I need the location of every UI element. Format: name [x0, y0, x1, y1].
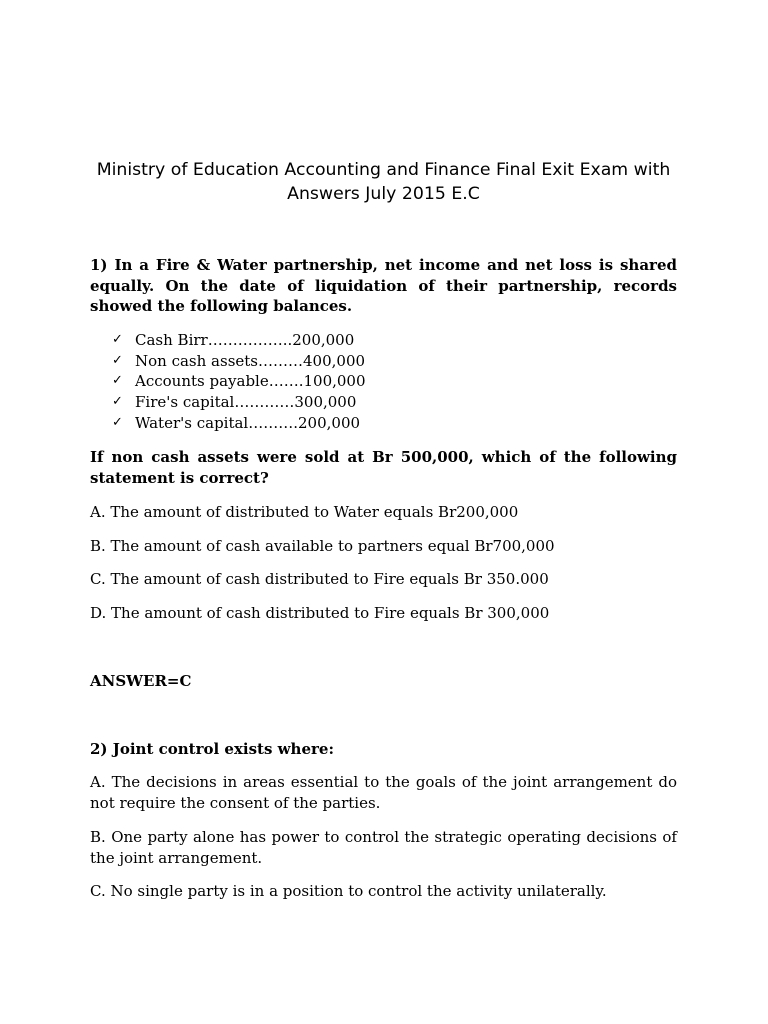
question-1-stem: 1) In a Fire & Water partnership, net income and net loss is shared equally. On the date of liquidation of their partnership, records showed the following balances.: [90, 256, 677, 316]
balances-list: [110, 330, 366, 433]
list-item: [110, 392, 366, 413]
question-2-option-a: A. The decisions in areas essential to the goals of the joint arrangement do not require the consent of the parties.: [90, 773, 677, 812]
checkmark-icon: ✓: [112, 373, 123, 389]
checkmark-icon: ✓: [112, 332, 123, 347]
balance-non-cash-assets: Non cash assets………400,000: [135, 351, 366, 370]
question-2-stem: 2) Joint control exists where:: [90, 740, 334, 758]
checkmark-icon: ✓: [112, 394, 123, 410]
question-2-option-b: B. One party alone has power to control the strategic operating decisions of the joint arrangement.: [90, 828, 677, 867]
balance-fire-capital: Fire's capital…………300,000: [135, 393, 357, 412]
list-item: [110, 413, 366, 434]
question-1-option-d: D. The amount of cash distributed to Fire equals Br 300,000: [90, 604, 550, 622]
list-item: [110, 371, 366, 392]
balance-cash: Cash Birr……………..200,000: [135, 331, 355, 349]
list-item: [110, 330, 366, 351]
document-title: Ministry of Education Accounting and Finance Final Exit Exam with Answers July 2015 E.C: [96, 160, 671, 204]
question-2-option-c: C. No single party is in a position to control the activity unilaterally.: [90, 882, 607, 900]
balance-water-capital: Water's capital……….200,000: [135, 413, 361, 432]
question-1-option-b: B. The amount of cash available to partners equal Br700,000: [90, 537, 555, 555]
question-1-option-a: A. The amount of distributed to Water equals Br200,000: [90, 503, 519, 521]
balance-accounts-payable: Accounts payable…….100,000: [135, 372, 366, 391]
checkmark-icon: ✓: [112, 352, 123, 368]
question-1-option-c: C. The amount of cash distributed to Fire equals Br 350.000: [90, 570, 549, 588]
question-1-answer: ANSWER=C: [90, 672, 192, 690]
checkmark-icon: ✓: [112, 414, 123, 430]
question-1-prompt: If non cash assets were sold at Br 500,000, which of the following statement is correct?: [90, 448, 677, 487]
list-item: [110, 351, 366, 372]
